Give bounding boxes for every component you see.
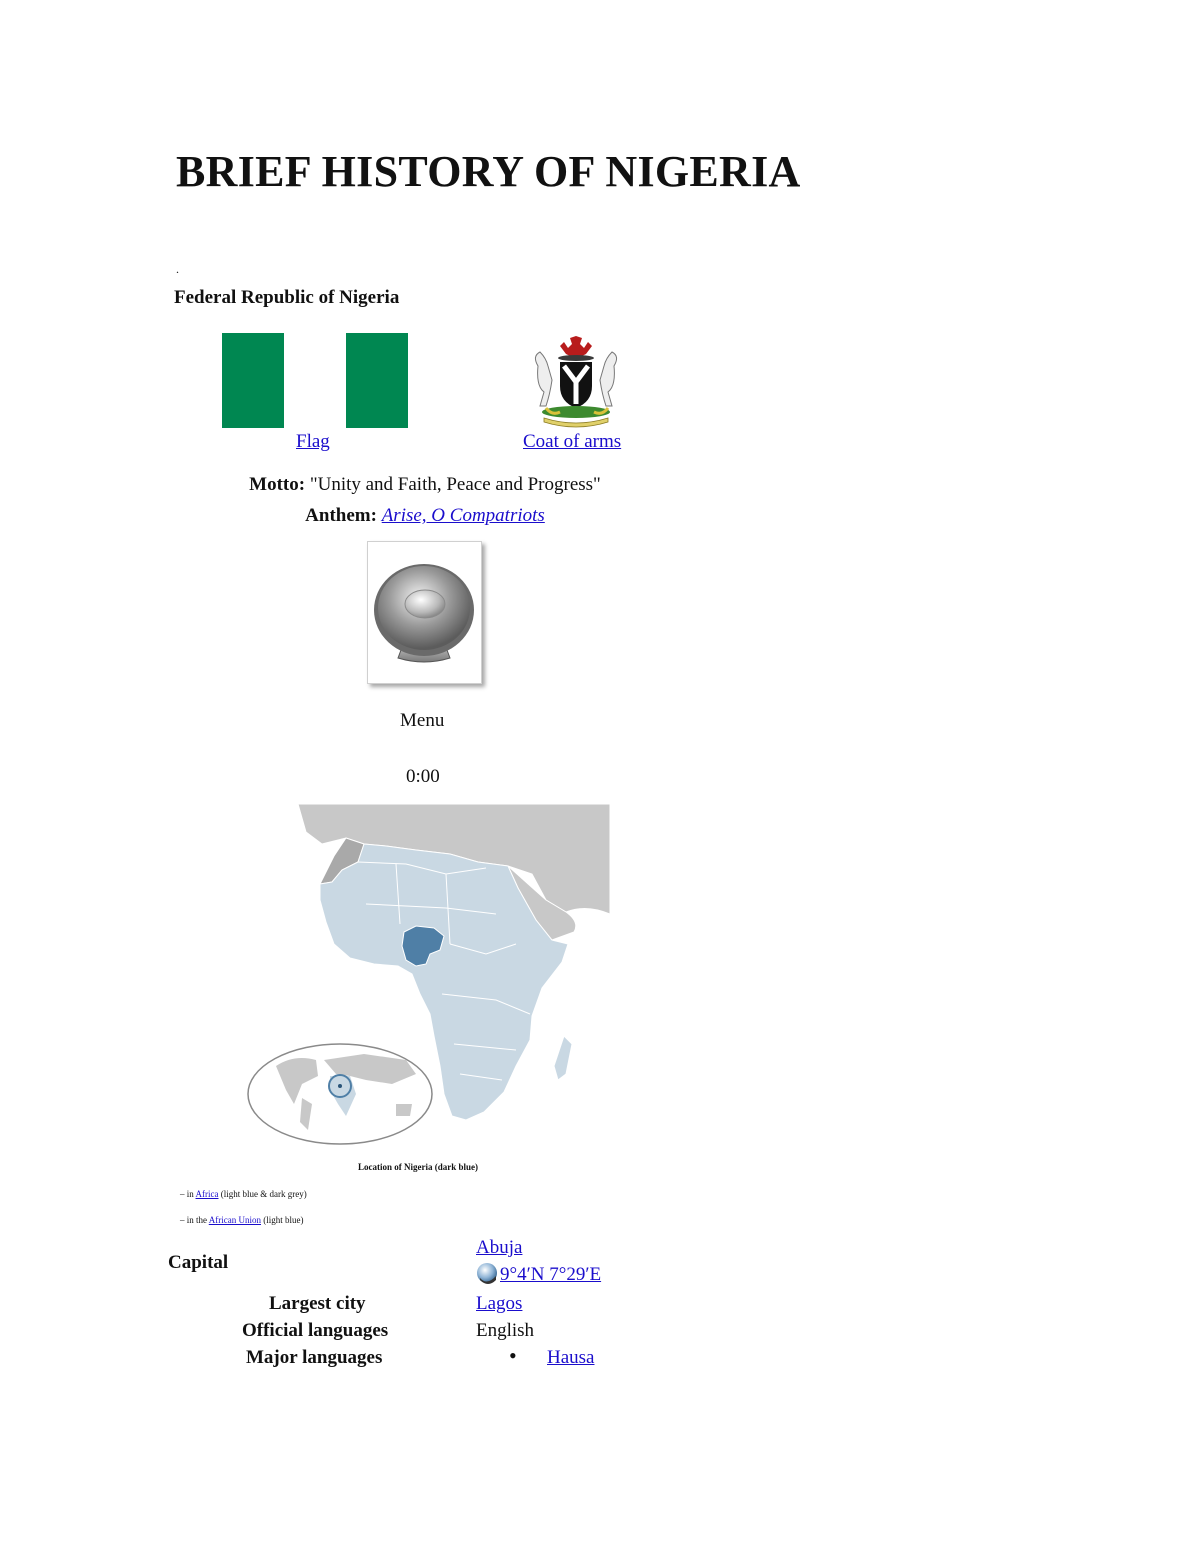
legend-suffix: (light blue & dark grey)	[218, 1189, 307, 1199]
audio-player-button[interactable]	[367, 541, 482, 684]
major-language-link[interactable]: Hausa	[547, 1347, 595, 1368]
list-bullet: •	[509, 1343, 517, 1368]
capital-label: Capital	[168, 1252, 229, 1273]
motto-value: "Unity and Faith, Peace and Progress"	[309, 474, 601, 495]
stray-mark: .	[176, 262, 179, 276]
anthem-link[interactable]: Arise, O Compatriots	[381, 505, 545, 526]
audio-time: 0:00	[406, 766, 440, 787]
largest-city-label: Largest city	[269, 1293, 366, 1314]
flag-stripe-left	[222, 333, 284, 428]
official-languages-value: English	[476, 1320, 535, 1341]
audio-menu[interactable]: Menu	[400, 710, 445, 731]
map-legend-africa	[180, 1189, 307, 1199]
flag-stripe-right	[346, 333, 408, 428]
legend-suffix: (light blue)	[260, 1215, 304, 1225]
map-legend-au	[180, 1215, 303, 1225]
coordinates-row	[476, 1262, 601, 1286]
flag-link[interactable]: Flag	[296, 431, 330, 452]
major-languages-label: Major languages	[246, 1347, 383, 1368]
motto-label: Motto:	[249, 474, 306, 495]
largest-city-link[interactable]: Lagos	[476, 1293, 523, 1314]
page-title: BRIEF HISTORY OF NIGERIA	[176, 147, 801, 196]
anthem-label: Anthem:	[305, 505, 377, 526]
motto-row	[0, 474, 850, 496]
anthem-row	[0, 505, 850, 527]
capital-link[interactable]: Abuja	[476, 1237, 523, 1258]
legend-prefix: – in the	[180, 1215, 209, 1225]
coat-of-arms-image[interactable]	[524, 336, 628, 428]
speaker-icon	[368, 542, 481, 683]
africa-link[interactable]: Africa	[195, 1189, 219, 1199]
country-official-name: Federal Republic of Nigeria	[174, 287, 400, 308]
world-inset-map	[248, 1044, 432, 1144]
official-languages-label: Official languages	[242, 1320, 389, 1341]
location-map-image[interactable]	[246, 804, 610, 1148]
coordinates-link[interactable]: 9°4′N 7°29′E	[500, 1264, 602, 1285]
nigeria-flag-image[interactable]	[222, 333, 408, 428]
legend-prefix: – in	[180, 1189, 196, 1199]
flag-stripe-center	[284, 333, 346, 428]
coat-of-arms-link[interactable]: Coat of arms	[523, 431, 622, 452]
map-caption: Location of Nigeria (dark blue)	[358, 1162, 478, 1172]
african-union-link[interactable]: African Union	[208, 1215, 261, 1225]
globe-icon[interactable]	[476, 1262, 500, 1286]
